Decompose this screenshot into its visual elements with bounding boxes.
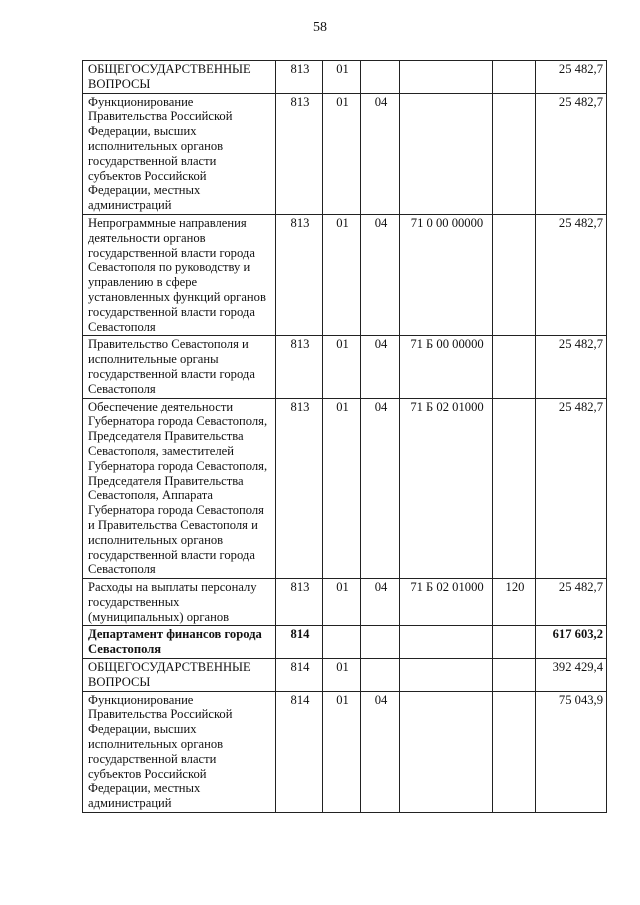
row-target-article <box>400 659 493 692</box>
row-section-code: 01 <box>323 61 361 94</box>
table-row <box>83 579 607 626</box>
row-amount: 25 482,7 <box>536 93 607 214</box>
row-section-code <box>323 626 361 659</box>
row-section-code: 01 <box>323 659 361 692</box>
row-amount: 25 482,7 <box>536 214 607 335</box>
row-subsection-code: 04 <box>361 214 400 335</box>
row-subsection-code <box>361 61 400 94</box>
row-expense-type <box>493 659 536 692</box>
table-row <box>83 61 607 94</box>
row-name: Департамент финансов города Севастополя <box>83 626 276 659</box>
table-row <box>83 659 607 692</box>
table-row <box>83 214 607 335</box>
row-expense-type <box>493 626 536 659</box>
row-section-code: 01 <box>323 214 361 335</box>
row-ved-code: 814 <box>276 691 323 812</box>
row-target-article <box>400 61 493 94</box>
row-subsection-code: 04 <box>361 691 400 812</box>
row-ved-code: 813 <box>276 93 323 214</box>
row-amount: 25 482,7 <box>536 336 607 398</box>
row-target-article: 71 Б 00 00000 <box>400 336 493 398</box>
row-name: Функционирование Правительства Российской Федерации, высших исполнительных органов государственной власти субъектов Российской Федерации, местных администраций <box>83 691 276 812</box>
row-amount: 25 482,7 <box>536 579 607 626</box>
row-subsection-code: 04 <box>361 579 400 626</box>
row-subsection-code <box>361 626 400 659</box>
row-expense-type: 120 <box>493 579 536 626</box>
row-amount: 75 043,9 <box>536 691 607 812</box>
row-expense-type <box>493 398 536 579</box>
row-subsection-code <box>361 659 400 692</box>
row-ved-code: 814 <box>276 626 323 659</box>
row-target-article <box>400 93 493 214</box>
row-target-article: 71 Б 02 01000 <box>400 579 493 626</box>
row-expense-type <box>493 93 536 214</box>
row-name: ОБЩЕГОСУДАРСТВЕННЫЕ ВОПРОСЫ <box>83 659 276 692</box>
row-target-article <box>400 691 493 812</box>
row-ved-code: 813 <box>276 61 323 94</box>
table-row <box>83 93 607 214</box>
table-row-department <box>83 626 607 659</box>
row-subsection-code: 04 <box>361 93 400 214</box>
row-amount: 25 482,7 <box>536 61 607 94</box>
row-ved-code: 814 <box>276 659 323 692</box>
row-section-code: 01 <box>323 93 361 214</box>
budget-table <box>82 60 607 813</box>
table-row <box>83 336 607 398</box>
row-section-code: 01 <box>323 579 361 626</box>
row-expense-type <box>493 336 536 398</box>
row-expense-type <box>493 214 536 335</box>
row-name: Обеспечение деятельности Губернатора города Севастополя, Председателя Правительства Севастополя, заместителей Губернатора города Севастополя, Председателя Правительства Севастополя, Аппарата Губернатора города Севастополя и Правительства Севастополя и исполнительных органов государственной власти города Севастополя <box>83 398 276 579</box>
row-name: ОБЩЕГОСУДАРСТВЕННЫЕ ВОПРОСЫ <box>83 61 276 94</box>
row-amount: 617 603,2 <box>536 626 607 659</box>
row-amount: 25 482,7 <box>536 398 607 579</box>
row-name: Функционирование Правительства Российской Федерации, высших исполнительных органов государственной власти субъектов Российской Федерации, местных администраций <box>83 93 276 214</box>
row-name: Расходы на выплаты персоналу государственных (муниципальных) органов <box>83 579 276 626</box>
row-section-code: 01 <box>323 398 361 579</box>
row-ved-code: 813 <box>276 214 323 335</box>
page-number: 58 <box>313 20 327 35</box>
budget-table-body <box>83 61 607 813</box>
row-subsection-code: 04 <box>361 336 400 398</box>
row-section-code: 01 <box>323 691 361 812</box>
row-target-article <box>400 626 493 659</box>
row-name: Непрограммные направления деятельности органов государственной власти города Севастополя по руководству и управлению в сфере установленных функций органов государственной власти города Севастополя <box>83 214 276 335</box>
row-expense-type <box>493 691 536 812</box>
row-subsection-code: 04 <box>361 398 400 579</box>
row-ved-code: 813 <box>276 398 323 579</box>
table-row <box>83 398 607 579</box>
table-row <box>83 691 607 812</box>
row-name: Правительство Севастополя и исполнительные органы государственной власти города Севастополя <box>83 336 276 398</box>
row-ved-code: 813 <box>276 579 323 626</box>
row-ved-code: 813 <box>276 336 323 398</box>
row-section-code: 01 <box>323 336 361 398</box>
row-amount: 392 429,4 <box>536 659 607 692</box>
row-target-article: 71 Б 02 01000 <box>400 398 493 579</box>
row-expense-type <box>493 61 536 94</box>
row-target-article: 71 0 00 00000 <box>400 214 493 335</box>
